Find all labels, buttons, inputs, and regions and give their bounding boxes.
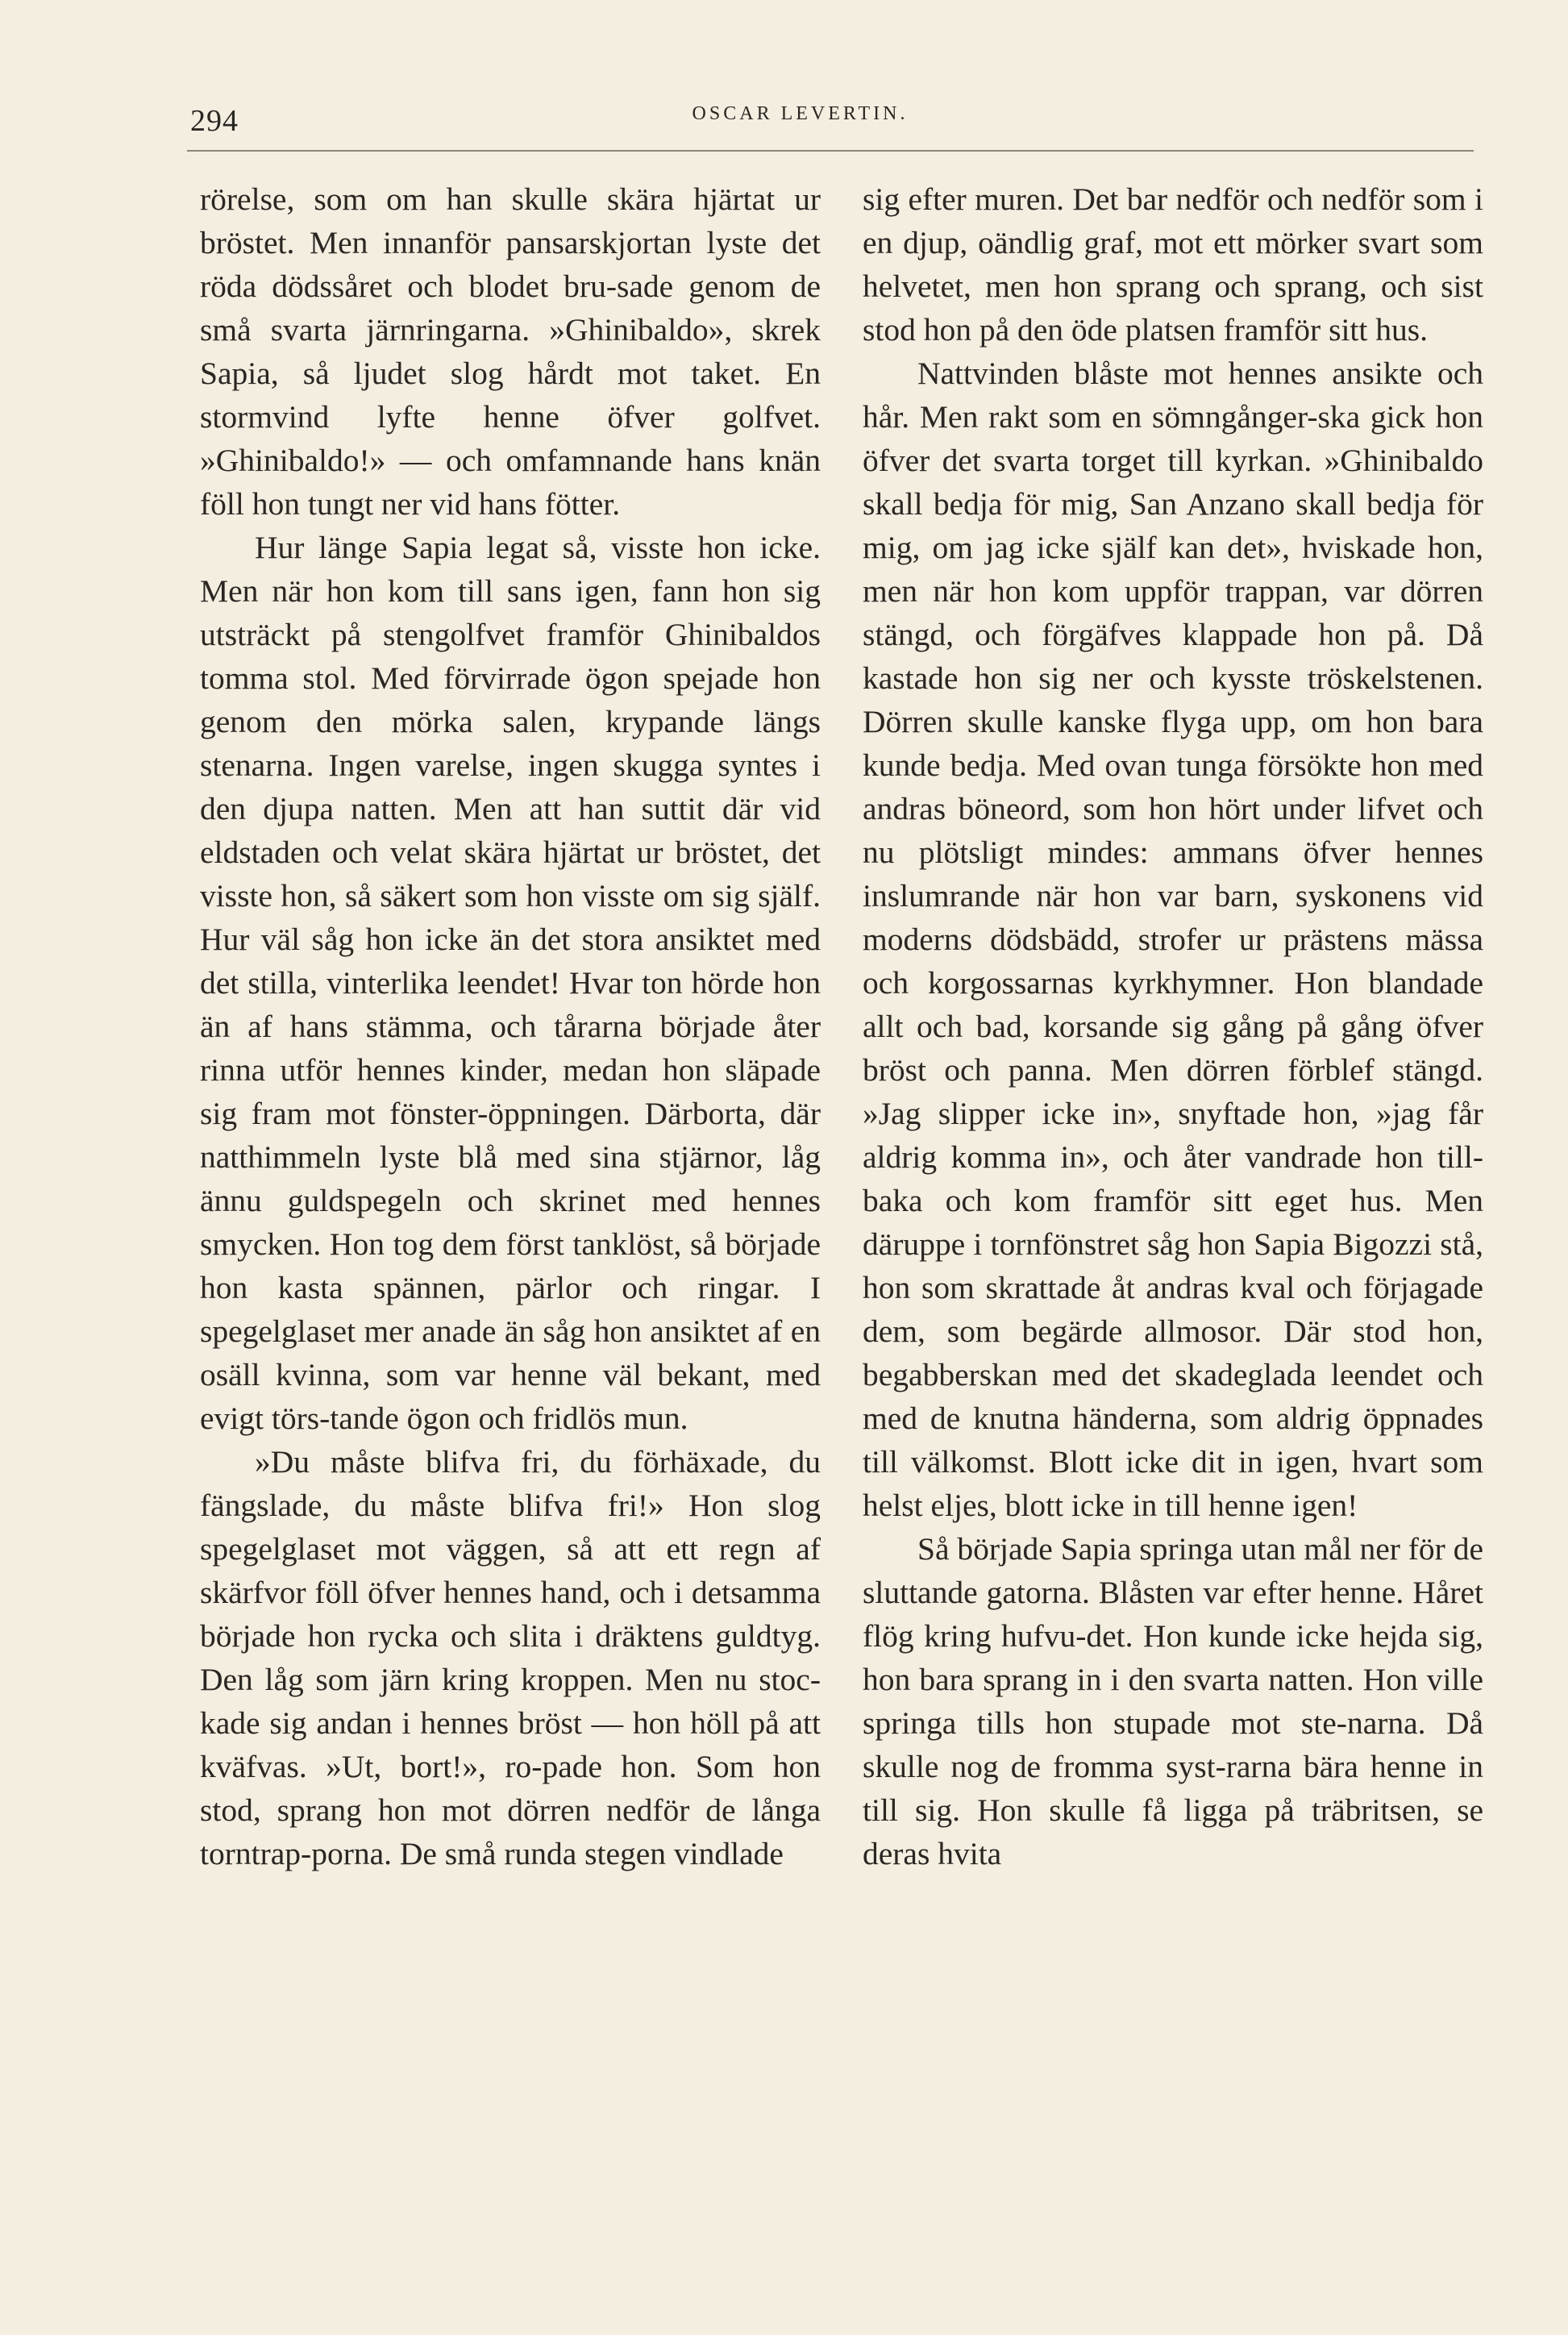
paragraph: sig efter muren. Det bar nedför och nedför som i en djup, oändlig graf, mot ett mörker svart som helvetet, men hon sprang och sprang, och sist stod hon på den öde platsen framför sitt hus. (863, 181, 1483, 348)
right-column (863, 177, 1483, 1875)
paragraph: Nattvinden blåste mot hennes ansikte och hår. Men rakt som en sömngånger-ska gick hon öfver det svarta torget till kyrkan. »Ghinibaldo skall bedja för mig, San Anzano skall bedja för mig, om jag icke själf kan det», hviskade hon, men när hon kom uppför trappan, var dörren stängd, och förgäfves klappade hon på. Då kastade hon sig ner och kysste tröskelstenen. Dörren skulle kanske flyga upp, om hon bara kunde bedja. Med ovan tunga försökte hon med andras böneord, som hon hört under lifvet och nu plötsligt mindes: ammans öfver hennes inslumrande när hon var barn, syskonens vid moderns dödsbädd, strofer ur prästens mässa och korgossarnas kyrkhymner. Hon blandade allt och bad, korsande sig gång på gång öfver bröst och panna. Men dörren förblef stängd. »Jag slipper icke in», snyftade hon, »jag får aldrig komma in», och åter vandrade hon till-baka och kom framför sitt eget hus. Men däruppe i tornfönstret såg hon Sapia Bigozzi stå, hon som skrattade åt andras kval och förjagade dem, som begärde allmosor. Där stod hon, begabberskan med det skadeglada leendet och med de knutna händerna, som aldrig öppnades till välkomst. Blott icke dit in igen, hvart som helst eljes, blott icke in till henne igen! (863, 356, 1483, 1523)
paragraph: Så började Sapia springa utan mål ner för de sluttande gatorna. Blåsten var efter henne. Håret flög kring hufvu-det. Hon kunde icke hejda sig, hon bara sprang in i den svarta natten. Hon ville springa tills hon stupade mot ste-narna. Då skulle nog de fromma syst-rarna bära henne in till sig. Hon skulle få ligga på träbritsen, se deras hvita (863, 1531, 1483, 1871)
left-column (200, 177, 821, 1875)
paragraph: Hur länge Sapia legat så, visste hon icke. Men när hon kom till sans igen, fann hon sig utsträckt på stengolfvet framför Ghinibaldos tomma stol. Med förvirrade ögon spejade hon genom den mörka salen, krypande längs stenarna. Ingen varelse, ingen skugga syntes i den djupa natten. Men att han suttit där vid eldstaden och velat skära hjärtat ur bröstet, det visste hon, så säkert som hon visste om sig själf. Hur väl såg hon icke än det stora ansiktet med det stilla, vinterlika leendet! Hvar ton hörde hon än af hans stämma, och tårarna började åter rinna utför hennes kinder, medan hon släpade sig fram mot fönster-öppningen. Därborta, där natthimmeln lyste blå med sina stjärnor, låg ännu guldspegeln och skrinet med hennes smycken. Hon tog dem först tanklöst, så började hon kasta spännen, pärlor och ringar. I spegelglaset mer anade än såg hon ansiktet af en osäll kvinna, som var henne väl bekant, med evigt törs-tande ögon och fridlös mun. (200, 530, 821, 1436)
page-number: 294 (190, 104, 239, 138)
header-rule (187, 150, 1474, 152)
paragraph: rörelse, som om han skulle skära hjärtat ur bröstet. Men innanför pansarskjortan lyste det röda dödssåret och blodet bru-sade genom de små svarta järnringarna. »Ghinibaldo», skrek Sapia, så ljudet slog hårdt mot taket. En stormvind lyfte henne öfver golfvet. »Ghinibaldo!» — och omfamnande hans knän föll hon tungt ner vid hans fötter. (200, 181, 821, 522)
paragraph: »Du måste blifva fri, du förhäxade, du fängslade, du måste blifva fri!» Hon slog spegelglaset mot väggen, så att ett regn af skärfvor föll öfver hennes hand, och i detsamma började hon rycka och slita i dräktens guldtyg. Den låg som järn kring kroppen. Men nu stoc-kade sig andan i hennes bröst — hon höll på att kväfvas. »Ut, bort!», ro-pade hon. Som hon stod, sprang hon mot dörren nedför de långa torntrap-porna. De små runda stegen vindlade (200, 1444, 821, 1871)
running-title: OSCAR LEVERTIN. (692, 103, 909, 124)
